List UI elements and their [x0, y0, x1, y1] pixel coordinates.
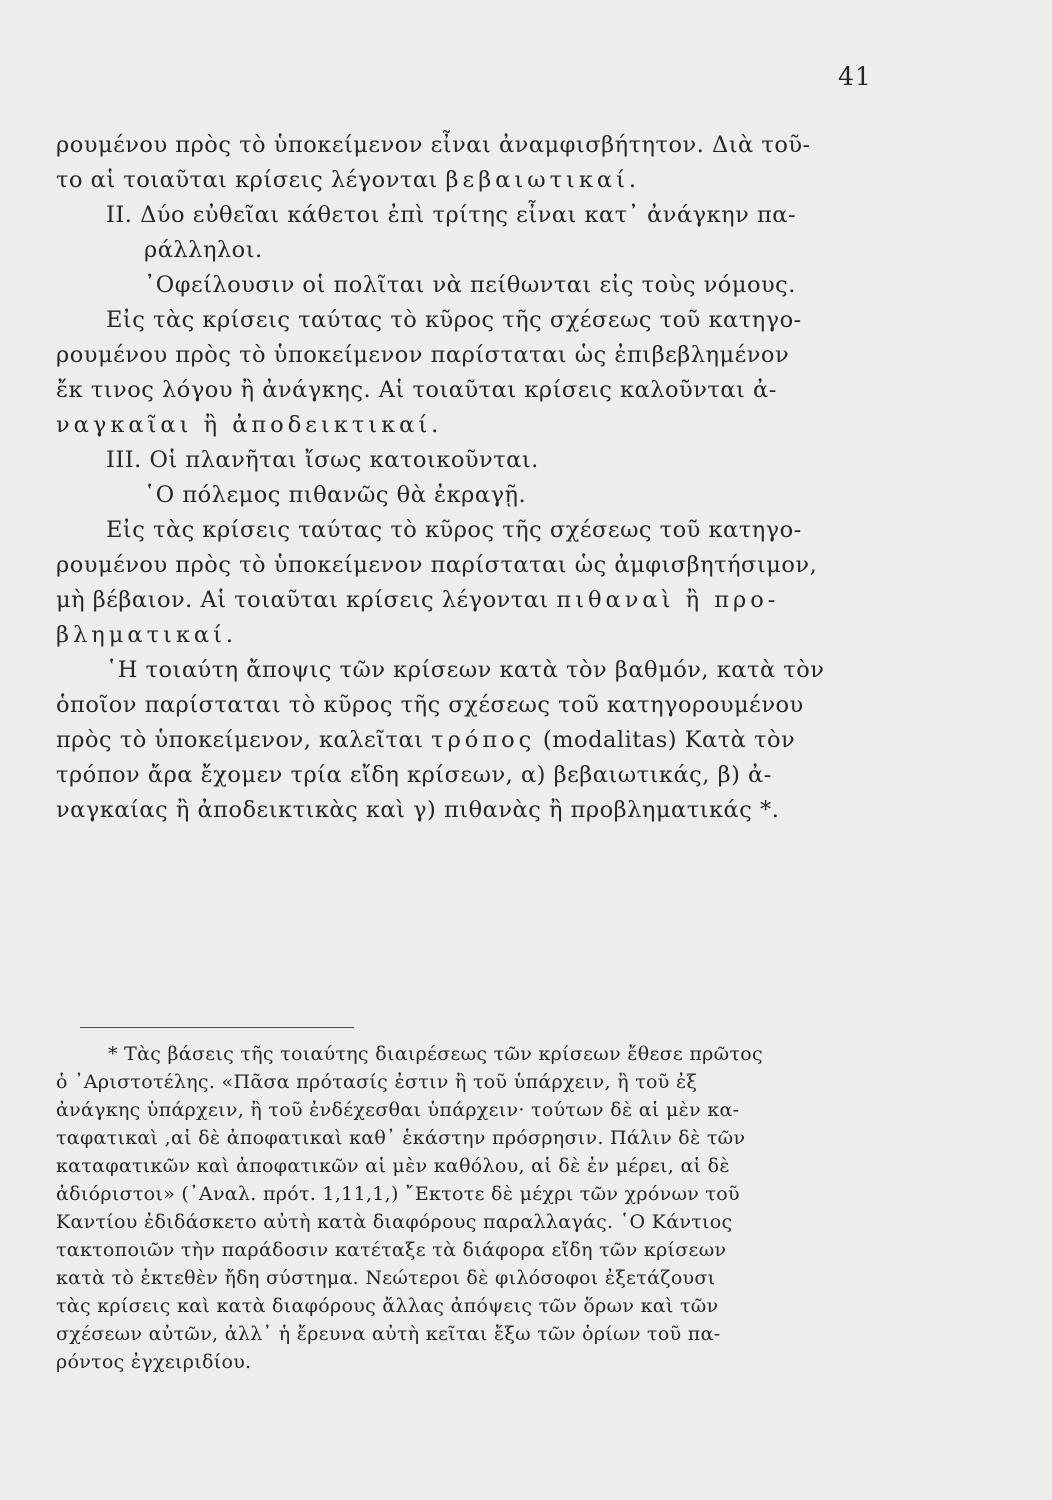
- spaced-term: πιθαναὶ ἢ προ-: [556, 587, 780, 613]
- text-line: Εἰς τὰς κρίσεις ταύτας τὸ κῦρος τῆς σχέσεως τοῦ κατηγο-: [106, 517, 802, 543]
- spaced-term: τρόπος: [431, 727, 536, 753]
- text-line: τρόπον ἄρα ἔχομεν τρία εἴδη κρίσεων, α) βεβαιωτικάς, β) ἀ-: [56, 762, 772, 788]
- text-line: II. Δύο εὐθεῖαι κάθετοι ἐπὶ τρίτης εἶναι κατ᾽ ἀνάγκην πα-: [106, 202, 797, 228]
- footnote-line: ὁ ᾽Αριστοτέλης. «Πᾶσα πρότασίς ἐστιν ἢ τοῦ ὑπάρχειν, ἢ τοῦ ἐξ: [56, 1071, 698, 1093]
- footnote-divider: [80, 1027, 354, 1028]
- text-line: ᾽Οφείλουσιν οἱ πολῖται νὰ πείθωνται εἰς τοὺς νόμους.: [144, 272, 796, 298]
- footnote-line: ἀδιόριστοι» (᾽Αναλ. πρότ. 1,11,1,) ῎Εκτοτε δὲ μέχρι τῶν χρόνων τοῦ: [56, 1183, 740, 1205]
- page-number: 41: [838, 62, 872, 91]
- text-line: ράλληλοι.: [144, 237, 263, 263]
- text-line: ῾Η τοιαύτη ἄποψις τῶν κρίσεων κατὰ τὸν βαθμόν, κατὰ τὸν: [106, 657, 825, 683]
- spaced-term: βληματικαί.: [56, 622, 238, 648]
- text-line: ἔκ τινος λόγου ἢ ἀνάγκης. Αἱ τοιαῦται κρίσεις καλοῦνται ἀ-: [56, 377, 777, 403]
- text-line: ῾Ο πόλεμος πιθανῶς θὰ ἐκραγῇ.: [144, 482, 527, 508]
- spaced-term: ναγκαῖαι ἢ ἀποδεικτικαί.: [56, 412, 443, 438]
- text-line: το αἱ τοιαῦται κρίσεις λέγονται βεβαιωτικαί.: [56, 167, 641, 193]
- footnote-line: τακτοποιῶν τὴν παράδοσιν κατέταξε τὰ διάφορα εἴδη τῶν κρίσεων: [56, 1239, 727, 1261]
- footnote-line: ταφατικαὶ ,αἱ δὲ ἀποφατικαὶ καθ᾽ ἑκάστην πρόσρησιν. Πάλιν δὲ τῶν: [56, 1127, 746, 1149]
- text-line: Εἰς τὰς κρίσεις ταύτας τὸ κῦρος τῆς σχέσεως τοῦ κατηγο-: [106, 307, 802, 333]
- text-line: πρὸς τὸ ὑποκείμενον, καλεῖται τρόπος (modalitas) Κατὰ τὸν: [56, 727, 796, 753]
- text-line: ρουμένου πρὸς τὸ ὑποκείμενον παρίσταται ὡς ἐπιβεβλημένον: [56, 342, 790, 368]
- footnote: [56, 1040, 936, 1376]
- footnote-line: κατὰ τὸ ἐκτεθὲν ἤδη σύστημα. Νεώτεροι δὲ φιλόσοφοι ἐξετάζουσι: [56, 1267, 716, 1289]
- spaced-term: βεβαιωτικαί.: [445, 167, 641, 193]
- footnote-line: Καντίου ἐδιδάσκετο αὐτὴ κατὰ διαφόρους παραλλαγάς. ῾Ο Κάντιος: [56, 1211, 733, 1233]
- text-line: [56, 618, 916, 653]
- text-line: ναγκαίας ἢ ἀποδεικτικὰς καὶ γ) πιθανὰς ἢ προβληματικάς *.: [56, 797, 780, 823]
- text-line: μὴ βέβαιον. Αἱ τοιαῦται κρίσεις λέγονται πιθαναὶ ἢ προ-: [56, 587, 780, 613]
- footnote-line: ρόντος ἐγχειριδίου.: [56, 1351, 252, 1373]
- main-text: [56, 128, 916, 828]
- footnote-line: καταφατικῶν καὶ ἀποφατικῶν αἱ μὲν καθόλου, αἱ δὲ ἐν μέρει, αἱ δὲ: [56, 1155, 730, 1177]
- text-line: ρουμένου πρὸς τὸ ὑποκείμενον εἶναι ἀναμφισβήτητον. Διὰ τοῦ-: [56, 132, 811, 158]
- footnote-line: ἀνάγκης ὑπάρχειν, ἢ τοῦ ἐνδέχεσθαι ὑπάρχειν· τούτων δὲ αἱ μὲν κα-: [56, 1099, 740, 1121]
- text-line: [56, 408, 916, 443]
- text-line: ὁποῖον παρίσταται τὸ κῦρος τῆς σχέσεως τοῦ κατηγορουμένου: [56, 692, 804, 718]
- text-line: III. Οἱ πλανῆται ἴσως κατοικοῦνται.: [106, 447, 539, 473]
- footnote-line: σχέσεων αὐτῶν, ἀλλ᾽ ἡ ἔρευνα αὐτὴ κεῖται ἔξω τῶν ὁρίων τοῦ πα-: [56, 1323, 721, 1345]
- footnote-line: τὰς κρίσεις καὶ κατὰ διαφόρους ἄλλας ἀπόψεις τῶν ὅρων καὶ τῶν: [56, 1295, 719, 1317]
- footnote-line: * Τὰς βάσεις τῆς τοιαύτης διαιρέσεως τῶν κρίσεων ἔθεσε πρῶτος: [108, 1043, 763, 1065]
- text-line: ρουμένου πρὸς τὸ ὑποκείμενον παρίσταται ὡς ἀμφισβητήσιμον,: [56, 552, 818, 578]
